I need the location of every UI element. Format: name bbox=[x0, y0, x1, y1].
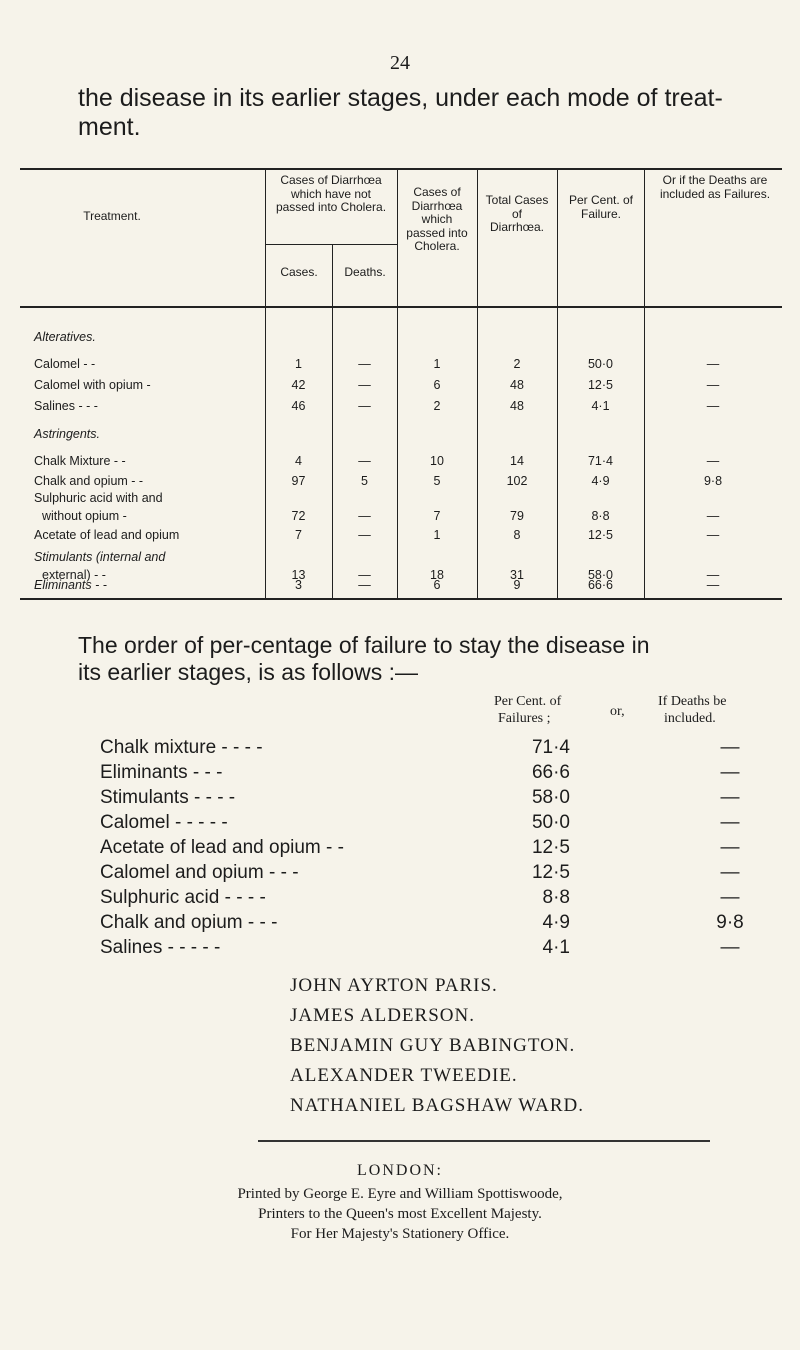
cell-percent: 12·5 bbox=[587, 378, 614, 392]
header-cases: Cases. bbox=[280, 265, 318, 279]
intro-line-2: ment. bbox=[78, 113, 141, 141]
order-row-value: 66·6 bbox=[531, 762, 570, 783]
cell-deaths: — bbox=[358, 454, 371, 468]
cell-deaths: — bbox=[358, 528, 371, 542]
cell-or-deaths: — bbox=[706, 454, 720, 468]
order-text-line-1: The order of per-centage of failure to stay the disease in bbox=[78, 632, 650, 658]
signatory: JAMES ALDERSON. bbox=[290, 1005, 475, 1026]
row-name-stimulants: external) - - bbox=[42, 568, 106, 582]
cell-percent: 50·0 bbox=[587, 357, 614, 371]
cell-cases: 13 bbox=[291, 568, 306, 582]
cell-passed: 2 bbox=[433, 399, 441, 413]
imprint-line-3: For Her Majesty's Stationery Office. bbox=[290, 1226, 510, 1242]
cell-percent: 8·8 bbox=[591, 509, 610, 523]
order-row-deaths: — bbox=[720, 887, 740, 908]
order-row-deaths: — bbox=[720, 812, 740, 833]
order-row-deaths: — bbox=[720, 862, 740, 883]
signatory: BENJAMIN GUY BABINGTON. bbox=[290, 1035, 576, 1056]
order-text-line-2: its earlier stages, is as follows :— bbox=[78, 659, 419, 685]
cell-cases: 7 bbox=[295, 528, 302, 542]
cell-total: 8 bbox=[513, 528, 521, 542]
cell-percent: 58·0 bbox=[587, 568, 614, 582]
cell-total: 48 bbox=[510, 399, 524, 413]
cell-total: 31 bbox=[510, 568, 524, 582]
cell-cases: 46 bbox=[291, 399, 306, 413]
order-row-name: Sulphuric acid - - - - bbox=[100, 887, 266, 908]
cell-or-deaths: 9·8 bbox=[703, 474, 723, 488]
intro-paragraph bbox=[78, 84, 738, 142]
order-row-deaths: — bbox=[720, 837, 740, 858]
imprint-city: LONDON: bbox=[357, 1162, 443, 1179]
cell-total: 48 bbox=[510, 378, 524, 392]
cell-total: 14 bbox=[510, 454, 524, 468]
order-row-name: Salines - - - - - bbox=[100, 937, 221, 958]
cell-total: 9 bbox=[513, 578, 521, 592]
cell-cases: 72 bbox=[291, 509, 306, 523]
order-row-deaths: — bbox=[720, 787, 740, 808]
order-row-value: 12·5 bbox=[531, 862, 570, 883]
cell-cases: 1 bbox=[295, 357, 302, 371]
order-row-name: Calomel - - - - - bbox=[100, 812, 228, 833]
cell-total: 79 bbox=[510, 509, 524, 523]
cell-passed: 1 bbox=[433, 528, 441, 542]
row-name-eliminants: Eliminants - - bbox=[34, 578, 107, 592]
header-passed: Cases of Diarrhœa which passed into Cholera. bbox=[406, 185, 468, 253]
subheader-rule bbox=[265, 244, 397, 245]
row-name-acetate-lead: Acetate of lead and opium bbox=[34, 528, 180, 542]
cell-passed: 7 bbox=[433, 509, 441, 523]
cell-or-deaths: — bbox=[706, 378, 720, 392]
order-row-value: 4·1 bbox=[542, 937, 570, 958]
intro-line-1: the disease in its earlier stages, under each mode of treat- bbox=[78, 84, 723, 112]
imprint-line-1: Printed by George E. Eyre and William Spottiswoode, bbox=[237, 1186, 563, 1202]
order-row-value: 50·0 bbox=[531, 812, 570, 833]
order-row-name: Chalk and opium - - - bbox=[100, 912, 278, 933]
section-stimulants: Stimulants (internal and bbox=[34, 550, 166, 564]
cell-or-deaths: — bbox=[706, 528, 720, 542]
cell-percent: 12·5 bbox=[587, 528, 614, 542]
order-row-deaths: — bbox=[720, 937, 740, 958]
eliminants-row bbox=[12, 578, 782, 598]
row-name-calomel-opium: Calomel with opium - bbox=[34, 378, 151, 392]
section-astringents: Astringents. bbox=[34, 427, 101, 441]
order-header-deaths-line-1: If Deaths be bbox=[658, 694, 727, 709]
order-row-name: Calomel and opium - - - bbox=[100, 862, 299, 883]
row-name-chalk-opium: Chalk and opium - - bbox=[34, 474, 144, 488]
treatment-table bbox=[12, 168, 782, 600]
order-row-value: 4·9 bbox=[542, 912, 570, 933]
signatory: ALEXANDER TWEEDIE. bbox=[290, 1065, 518, 1086]
cell-passed: 18 bbox=[430, 568, 444, 582]
table-header-rule bbox=[20, 306, 782, 308]
order-row-name: Acetate of lead and opium - - bbox=[100, 837, 344, 858]
order-header-percent-line-2: Failures ; bbox=[498, 711, 551, 726]
col-divider-2 bbox=[332, 244, 333, 598]
order-header-deaths bbox=[658, 693, 726, 727]
cell-deaths: — bbox=[358, 357, 371, 371]
order-row-value: 8·8 bbox=[542, 887, 570, 908]
cell-cases: 97 bbox=[291, 474, 306, 488]
table-top-rule bbox=[20, 168, 782, 170]
header-not-passed: Cases of Diarrhœa which have not passed into Cholera. bbox=[275, 173, 387, 214]
cell-percent: 66·6 bbox=[587, 578, 614, 592]
row-name-chalk-mixture: Chalk Mixture - - bbox=[34, 454, 126, 468]
row-name-sulphuric-acid: without opium - bbox=[42, 509, 127, 523]
row-name-salines: Salines - - - bbox=[34, 399, 98, 413]
cell-deaths: — bbox=[358, 578, 371, 592]
cell-passed: 10 bbox=[430, 454, 444, 468]
cell-or-deaths: — bbox=[706, 357, 720, 371]
cell-percent: 4·9 bbox=[591, 474, 610, 488]
signatory: JOHN AYRTON PARIS. bbox=[290, 975, 498, 996]
header-percent: Per Cent. of Failure. bbox=[568, 193, 634, 221]
cell-deaths: 5 bbox=[361, 474, 368, 488]
cell-cases: 3 bbox=[295, 578, 302, 592]
order-header-percent bbox=[494, 693, 561, 727]
order-row-name: Eliminants - - - bbox=[100, 762, 223, 783]
cell-passed: 5 bbox=[433, 474, 441, 488]
cell-passed: 6 bbox=[433, 578, 441, 592]
cell-total: 2 bbox=[513, 357, 521, 371]
cell-percent: 71·4 bbox=[587, 454, 614, 468]
imprint-line-2: Printers to the Queen's most Excellent Majesty. bbox=[258, 1206, 542, 1222]
order-header-percent-line-1: Per Cent. of bbox=[494, 694, 562, 709]
cell-or-deaths: — bbox=[706, 399, 720, 413]
row-name-calomel: Calomel - - bbox=[34, 357, 96, 371]
cell-percent: 4·1 bbox=[591, 399, 610, 413]
order-row-deaths: — bbox=[720, 737, 740, 758]
section-alteratives: Alteratives. bbox=[34, 330, 96, 344]
cell-cases: 4 bbox=[295, 454, 302, 468]
order-row-deaths: — bbox=[720, 762, 740, 783]
cell-or-deaths: — bbox=[706, 509, 720, 523]
order-paragraph bbox=[78, 632, 758, 686]
cell-cases: 42 bbox=[291, 378, 306, 392]
cell-passed: 6 bbox=[433, 378, 441, 392]
header-total: Total Cases of Diarrhœa. bbox=[485, 193, 549, 234]
order-row-value: 58·0 bbox=[531, 787, 570, 808]
order-row-name: Chalk mixture - - - - bbox=[100, 737, 263, 758]
header-deaths: Deaths. bbox=[344, 265, 386, 279]
row-name-sulphuric-acid-line1: Sulphuric acid with and bbox=[34, 491, 163, 505]
order-row-value: 12·5 bbox=[531, 837, 570, 858]
order-header-or: or, bbox=[610, 704, 625, 719]
order-row-name: Stimulants - - - - bbox=[100, 787, 236, 808]
imprint-divider bbox=[258, 1140, 710, 1142]
header-or-deaths: Or if the Deaths are included as Failures. bbox=[659, 173, 771, 201]
cell-total: 102 bbox=[506, 474, 528, 488]
page-number: 24 bbox=[390, 52, 410, 74]
signatory: NATHANIEL BAGSHAW WARD. bbox=[290, 1095, 584, 1116]
cell-deaths: — bbox=[358, 378, 371, 392]
order-row-deaths: 9·8 bbox=[716, 912, 744, 933]
header-treatment: Treatment. bbox=[83, 209, 141, 223]
cell-deaths: — bbox=[358, 568, 371, 582]
table-bottom-rule bbox=[20, 598, 782, 600]
order-header-deaths-line-2: included. bbox=[664, 711, 716, 726]
cell-or-deaths: — bbox=[706, 568, 720, 582]
cell-deaths: — bbox=[358, 399, 371, 413]
cell-deaths: — bbox=[358, 509, 371, 523]
cell-or-deaths: — bbox=[706, 578, 720, 592]
cell-passed: 1 bbox=[433, 357, 441, 371]
order-row-value: 71·4 bbox=[531, 737, 570, 758]
